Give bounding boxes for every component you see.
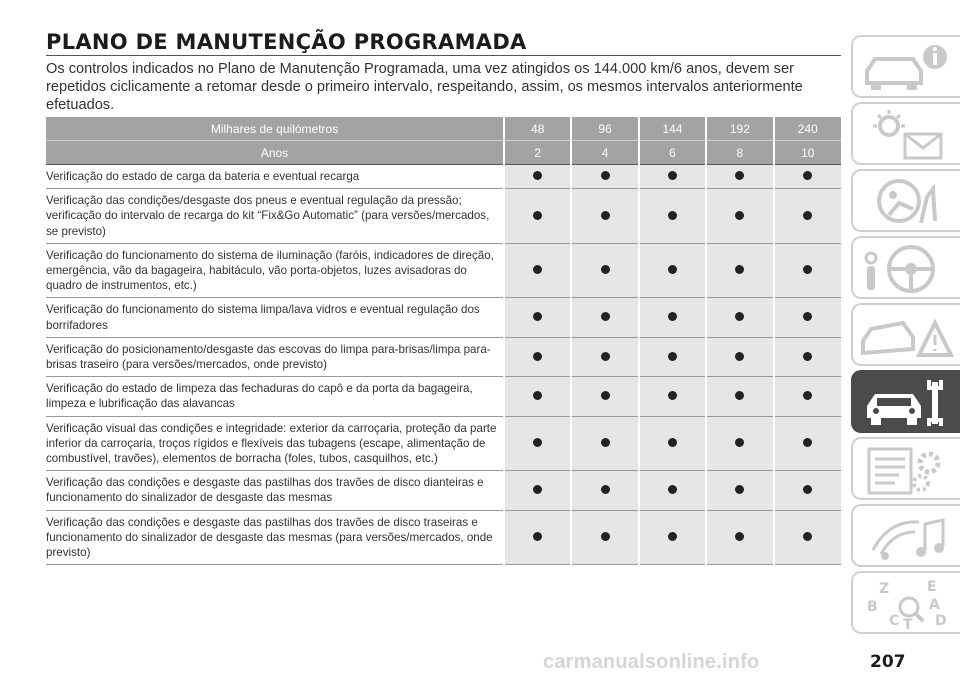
- interval-mark-cell: [571, 377, 638, 416]
- header-km-value: 96: [571, 117, 638, 141]
- check-dot-icon: [803, 171, 812, 180]
- check-dot-icon: [601, 485, 610, 494]
- interval-mark-cell: [774, 416, 841, 471]
- tab-warning-lights[interactable]: [851, 102, 960, 165]
- check-dot-icon: [533, 485, 542, 494]
- interval-mark-cell: [639, 337, 706, 376]
- tab-key-steering[interactable]: [851, 236, 960, 299]
- check-dot-icon: [601, 312, 610, 321]
- interval-mark-cell: [706, 189, 773, 244]
- header-years-value: 4: [571, 141, 638, 165]
- check-dot-icon: [803, 265, 812, 274]
- check-dot-icon: [533, 312, 542, 321]
- check-dot-icon: [735, 352, 744, 361]
- intro-paragraph: Os controlos indicados no Plano de Manutenção Programada, uma vez atingidos os 144.000 km/6 anos, devem ser repetidos ciclicamente a retomar desde o primeiro intervalo, respeitando, assim, os mesmos intervalos anteriormente efetuados.: [46, 61, 803, 113]
- header-years-value: 2: [504, 141, 571, 165]
- check-dot-icon: [668, 438, 677, 447]
- check-dot-icon: [533, 391, 542, 400]
- table-row: [46, 243, 841, 298]
- header-km-value: 144: [639, 117, 706, 141]
- index-letter: T: [903, 617, 913, 632]
- key-steering-wheel-icon: [859, 242, 955, 297]
- check-dot-icon: [601, 171, 610, 180]
- interval-mark-cell: [706, 243, 773, 298]
- check-dot-icon: [803, 485, 812, 494]
- interval-mark-cell: [639, 243, 706, 298]
- index-letter: B: [867, 599, 878, 615]
- row-description: Verificação das condições e desgaste das pastilhas dos travões de disco traseiras e funcionamento do sinalizador de desgaste das mesmas (para versões/mercados, onde previsto): [46, 510, 504, 565]
- check-dot-icon: [735, 265, 744, 274]
- header-km-value: 192: [706, 117, 773, 141]
- row-description: Verificação do funcionamento do sistema limpa/lava vidros e eventual regulação dos borrifadores: [46, 298, 504, 337]
- interval-mark-cell: [504, 337, 571, 376]
- row-description: Verificação visual das condições e integridade: exterior da carroçaria, proteção da parte inferior da carroçaria, troços rígidos e flexíveis das tubagens (escape, alimentação de combustível, travões), elementos de borracha (foles, tubos, casquilhos, etc.): [46, 416, 504, 471]
- interval-mark-cell: [639, 298, 706, 337]
- check-dot-icon: [601, 532, 610, 541]
- table-row: [46, 337, 841, 376]
- row-description: Verificação do estado de limpeza das fechaduras do capô e da porta da bagageira, limpeza e lubrificação das alavancas: [46, 377, 504, 416]
- chapter-tabs: [851, 35, 960, 635]
- table-row: [46, 189, 841, 244]
- check-dot-icon: [803, 211, 812, 220]
- table-row: [46, 377, 841, 416]
- maintenance-schedule-table: [46, 117, 841, 565]
- interval-mark-cell: [706, 337, 773, 376]
- specs-gear-icon: [859, 443, 955, 498]
- interval-mark-cell: [774, 510, 841, 565]
- tab-car-info[interactable]: [851, 35, 960, 98]
- check-dot-icon: [601, 352, 610, 361]
- warning-lights-icon: [859, 108, 955, 163]
- interval-mark-cell: [774, 337, 841, 376]
- check-dot-icon: [735, 485, 744, 494]
- tab-specs[interactable]: [851, 437, 960, 500]
- interval-mark-cell: [571, 416, 638, 471]
- tab-car-emergency[interactable]: [851, 303, 960, 366]
- table-row: [46, 165, 841, 189]
- row-description: Verificação das condições/desgaste dos pneus e eventual regulação da pressão; verificação do intervalo de recarga do kit “Fix&Go Automatic” (para versões/mercados, se previsto): [46, 189, 504, 244]
- interval-mark-cell: [571, 337, 638, 376]
- check-dot-icon: [533, 438, 542, 447]
- index-letter: D: [935, 613, 947, 629]
- check-dot-icon: [668, 352, 677, 361]
- interval-mark-cell: [774, 243, 841, 298]
- interval-mark-cell: [774, 298, 841, 337]
- check-dot-icon: [803, 312, 812, 321]
- alphabetical-index-icon: [859, 577, 955, 632]
- interval-mark-cell: [571, 189, 638, 244]
- interval-mark-cell: [504, 298, 571, 337]
- interval-mark-cell: [774, 189, 841, 244]
- index-letter: C: [889, 613, 900, 629]
- table-row: [46, 298, 841, 337]
- check-dot-icon: [803, 532, 812, 541]
- interval-mark-cell: [774, 377, 841, 416]
- check-dot-icon: [735, 438, 744, 447]
- row-description: Verificação do funcionamento do sistema de iluminação (faróis, indicadores de direção, emergência, vão da bagageira, habitáculo, vão porta-objetos, luzes avisadoras do quadro de instrumentos, etc.): [46, 243, 504, 298]
- interval-mark-cell: [774, 165, 841, 189]
- interval-mark-cell: [504, 189, 571, 244]
- check-dot-icon: [735, 171, 744, 180]
- car-emergency-icon: [859, 309, 955, 364]
- interval-mark-cell: [504, 243, 571, 298]
- header-row-km: [46, 117, 841, 141]
- header-row-years: [46, 141, 841, 165]
- check-dot-icon: [668, 312, 677, 321]
- check-dot-icon: [735, 211, 744, 220]
- tab-multimedia[interactable]: [851, 504, 960, 567]
- header-years-value: 10: [774, 141, 841, 165]
- check-dot-icon: [533, 532, 542, 541]
- interval-mark-cell: [504, 510, 571, 565]
- multimedia-music-icon: [859, 510, 955, 565]
- tab-airbag-seat[interactable]: [851, 169, 960, 232]
- interval-mark-cell: [706, 416, 773, 471]
- table-row: [46, 471, 841, 510]
- interval-mark-cell: [639, 471, 706, 510]
- svg-text:ZEABCTD: [867, 579, 947, 632]
- check-dot-icon: [533, 265, 542, 274]
- check-dot-icon: [668, 171, 677, 180]
- header-years-value: 8: [706, 141, 773, 165]
- interval-mark-cell: [706, 471, 773, 510]
- interval-mark-cell: [504, 471, 571, 510]
- interval-mark-cell: [504, 416, 571, 471]
- interval-mark-cell: [504, 377, 571, 416]
- check-dot-icon: [668, 265, 677, 274]
- header-years-value: 6: [639, 141, 706, 165]
- check-dot-icon: [668, 391, 677, 400]
- check-dot-icon: [533, 211, 542, 220]
- interval-mark-cell: [706, 377, 773, 416]
- header-km-value: 240: [774, 117, 841, 141]
- interval-mark-cell: [571, 471, 638, 510]
- schedule-body: [46, 165, 841, 565]
- row-description: Verificação do estado de carga da bateria e eventual recarga: [46, 165, 504, 189]
- tab-index[interactable]: [851, 571, 960, 634]
- page-title: PLANO DE MANUTENÇÃO PROGRAMADA: [46, 30, 527, 54]
- check-dot-icon: [601, 438, 610, 447]
- tab-car-maintenance[interactable]: [851, 370, 960, 433]
- interval-mark-cell: [639, 416, 706, 471]
- index-letter: Z: [879, 581, 890, 597]
- index-letter: E: [927, 579, 937, 595]
- check-dot-icon: [735, 391, 744, 400]
- check-dot-icon: [668, 211, 677, 220]
- check-dot-icon: [668, 532, 677, 541]
- interval-mark-cell: [774, 471, 841, 510]
- header-km-label: Milhares de quilómetros: [46, 117, 504, 141]
- check-dot-icon: [533, 171, 542, 180]
- header-km-value: 48: [504, 117, 571, 141]
- row-description: Verificação das condições e desgaste das pastilhas dos travões de disco dianteiras e funcionamento do sinalizador de desgaste das mesmas: [46, 471, 504, 510]
- interval-mark-cell: [639, 377, 706, 416]
- interval-mark-cell: [639, 510, 706, 565]
- interval-mark-cell: [706, 510, 773, 565]
- interval-mark-cell: [571, 298, 638, 337]
- check-dot-icon: [668, 485, 677, 494]
- index-letter: A: [929, 597, 940, 613]
- page-number: 207: [870, 652, 906, 672]
- check-dot-icon: [601, 391, 610, 400]
- table-row: [46, 510, 841, 565]
- interval-mark-cell: [706, 298, 773, 337]
- interval-mark-cell: [706, 165, 773, 189]
- check-dot-icon: [803, 438, 812, 447]
- interval-mark-cell: [639, 189, 706, 244]
- interval-mark-cell: [571, 243, 638, 298]
- check-dot-icon: [803, 352, 812, 361]
- table-row: [46, 416, 841, 471]
- check-dot-icon: [601, 211, 610, 220]
- interval-mark-cell: [504, 165, 571, 189]
- watermark: carmanualsonline.info: [543, 651, 760, 673]
- car-info-icon: [859, 41, 955, 96]
- header-years-label: Anos: [46, 141, 504, 165]
- interval-mark-cell: [571, 510, 638, 565]
- check-dot-icon: [533, 352, 542, 361]
- check-dot-icon: [803, 391, 812, 400]
- row-description: Verificação do posicionamento/desgaste das escovas do limpa para-brisas/limpa para-brisas traseiro (para versões/mercados, onde previsto): [46, 337, 504, 376]
- check-dot-icon: [735, 312, 744, 321]
- check-dot-icon: [735, 532, 744, 541]
- car-maintenance-icon: [859, 376, 955, 431]
- title-rule: [46, 55, 841, 56]
- interval-mark-cell: [639, 165, 706, 189]
- check-dot-icon: [601, 265, 610, 274]
- interval-mark-cell: [571, 165, 638, 189]
- airbag-seat-icon: [859, 175, 955, 230]
